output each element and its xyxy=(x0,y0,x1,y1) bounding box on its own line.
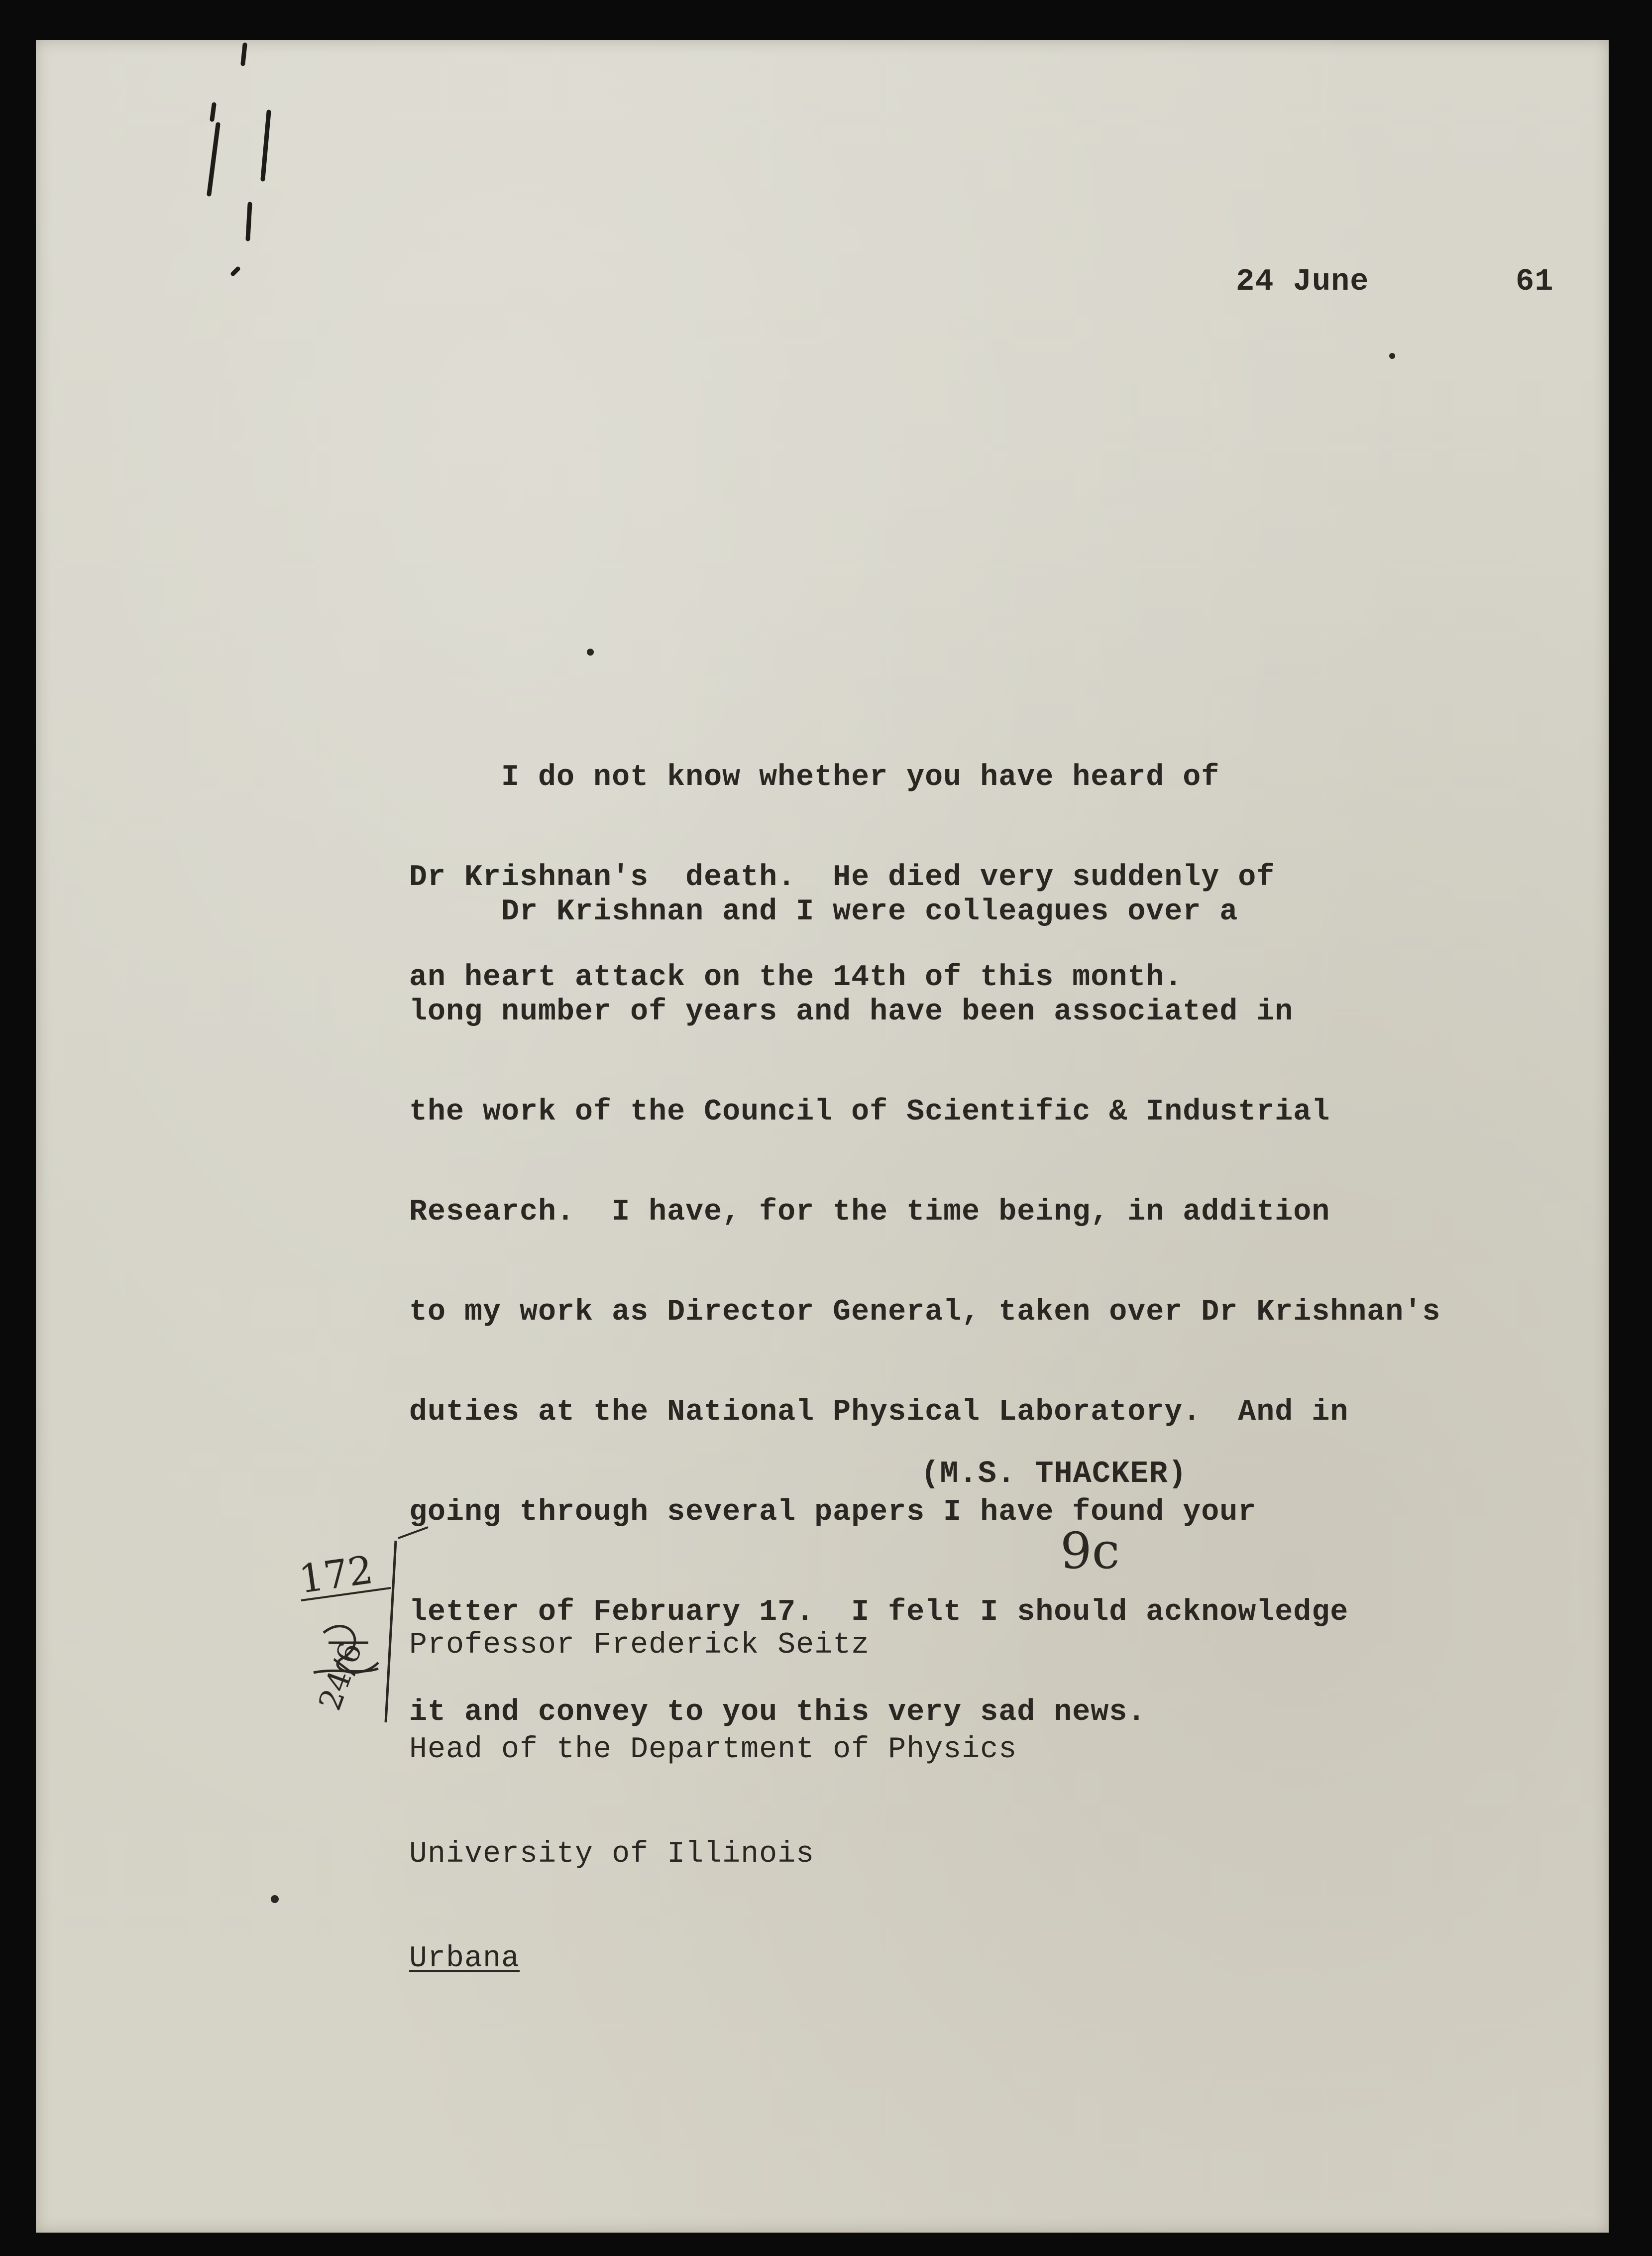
paragraph-2-line: the work of the Council of Scientific & Industrial xyxy=(409,1095,1330,1129)
signature-block: (M.S. THACKER) xyxy=(921,1456,1187,1491)
paragraph-2-line: it and convey to you this very sad news. xyxy=(409,1695,1146,1729)
paragraph-1-line: I do not know whether you have heard of xyxy=(409,761,1220,794)
paragraph-2-line: duties at the National Physical Laboratory. And in xyxy=(409,1395,1349,1429)
letter-year: 61 xyxy=(1516,264,1554,299)
address-title: Head of the Department of Physics xyxy=(409,1733,1017,1767)
handwritten-initials: 9c xyxy=(1060,1522,1120,1580)
address-name: Professor Frederick Seitz xyxy=(409,1628,870,1662)
recipient-address xyxy=(409,1558,1017,2011)
paragraph-2-line: Dr Krishnan and I were colleagues over a xyxy=(409,895,1238,929)
margin-number-text: 172 xyxy=(296,1547,376,1602)
address-institution: University of Illinois xyxy=(409,1837,815,1871)
margin-date: 24/6 xyxy=(311,1637,369,1715)
paragraph-1-line: Dr Krishnan's death. He died very suddenly of xyxy=(409,861,1275,895)
paragraph-2-line: long number of years and have been associated in xyxy=(409,995,1294,1029)
paragraph-2-line: letter of February 17. I felt I should acknowledge xyxy=(409,1595,1349,1629)
paragraph-2-line: to my work as Director General, taken over Dr Krishnan's xyxy=(409,1295,1441,1329)
paragraph-2-line: Research. I have, for the time being, in addition xyxy=(409,1195,1330,1229)
letter-date: 24 June xyxy=(1236,264,1369,299)
address-city: Urbana xyxy=(409,1942,520,1976)
paragraph-2-line: going through several papers I have found your xyxy=(409,1495,1257,1529)
paragraph-1-line: an heart attack on the 14th of this month. xyxy=(409,961,1183,995)
